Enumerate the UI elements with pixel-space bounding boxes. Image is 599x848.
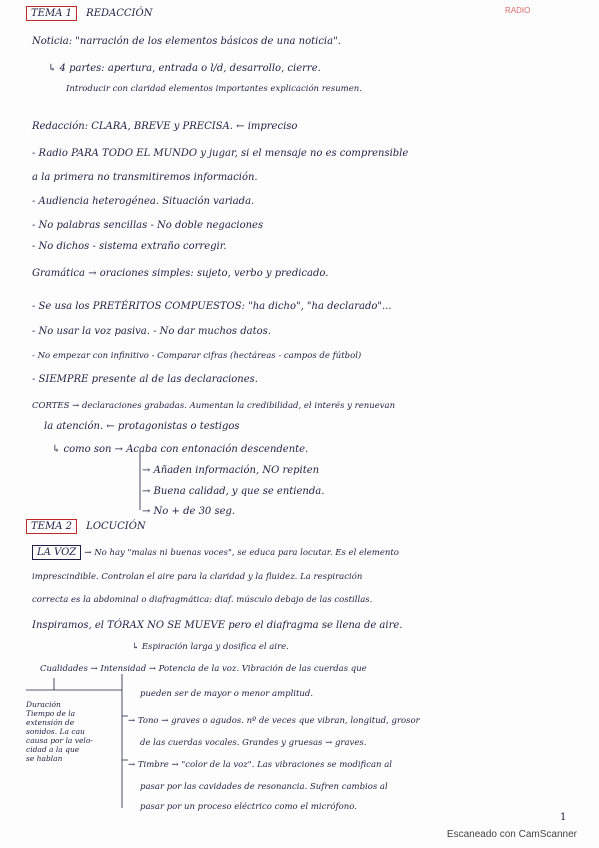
tema2-line: ↳ Espiración larga y dosifica el aire. <box>132 642 289 652</box>
camscanner-footer: Escaneado con CamScanner <box>446 829 577 840</box>
tema1-line: a la primera no transmitiremos información. <box>32 172 258 183</box>
tema2-line: de las cuerdas vocales. Grandes y gruesas → graves. <box>140 738 367 748</box>
tema1-line: - No usar la voz pasiva. - No dar muchos datos. <box>32 326 271 337</box>
tema1-line: → No + de 30 seg. <box>142 506 236 517</box>
tema1-title: REDACCIÓN <box>86 8 153 19</box>
side-note-line: Duración <box>26 700 61 709</box>
tema2-line: Cualidades → Intensidad → Potencia de la voz. Vibración de las cuerdas que <box>40 664 367 674</box>
side-note-line: extensión de <box>26 718 75 727</box>
tema1-line: - No empezar con infinitivo - Comparar cifras (hectáreas - campos de fútbol) <box>32 351 362 361</box>
tema1-line: - SIEMPRE presente al de las declaraciones. <box>32 374 258 385</box>
side-note-line: cidad a la que <box>26 745 80 754</box>
voz-box: LA VOZ <box>32 545 81 560</box>
side-note-line: sonidos. La cau <box>26 727 85 736</box>
tema1-line: → Buena calidad, y que se entienda. <box>142 486 325 497</box>
tema2-line: → Tono → graves o agudos. nº de veces que vibran, longitud, grosor <box>128 716 420 726</box>
tema1-line: - Radio PARA TODO EL MUNDO y jugar, si el mensaje no es comprensible <box>32 148 409 159</box>
tema1-line: Introducir con claridad elementos importantes explicación resumen. <box>66 84 362 94</box>
corner-mark: RADIO <box>505 6 531 15</box>
tema1-line: Noticia: "narración de los elementos básicos de una noticia". <box>32 36 341 47</box>
tema2-line: imprescindible. Controlan el aire para la claridad y la fluidez. La respiración <box>32 572 363 582</box>
tema1-line: Gramática → oraciones simples: sujeto, verbo y predicado. <box>32 268 329 279</box>
tema1-line: ↳ 4 partes: apertura, entrada o l/d, desarrollo, cierre. <box>48 63 321 74</box>
tema1-title-box: TEMA 1 <box>26 6 77 21</box>
tema1-line: - No palabras sencillas - No doble negaciones <box>32 220 264 231</box>
tema2-line: pueden ser de mayor o menor amplitud. <box>140 689 314 699</box>
tema1-line: - No dichos - sistema extraño corregir. <box>32 241 227 252</box>
tema1-line: → Añaden información, NO repiten <box>142 465 320 476</box>
tema2-title-box: TEMA 2 <box>26 519 77 534</box>
tema2-line: pasar por un proceso eléctrico como el micrófono. <box>140 802 357 812</box>
tema2-line: correcta es la abdominal o diafragmática: diaf. músculo debajo de las costillas. <box>32 595 373 605</box>
side-note-line: se hablan <box>26 754 63 763</box>
tema1-line: ↳ como son → Acaba con entonación descendente. <box>52 444 309 455</box>
tema1-line: CORTES → declaraciones grabadas. Aumentan la credibilidad, el interés y renuevan <box>32 401 396 411</box>
tema1-line: - Se usa los PRETÉRITOS COMPUESTOS: "ha dicho", "ha declarado"... <box>32 301 392 312</box>
side-note-line: Tiempo de la <box>26 709 76 718</box>
tema2-line: → No hay "malas ni buenas voces", se educa para locutar. Es el elemento <box>84 548 399 558</box>
tema2-line: → Timbre → "color de la voz". Las vibraciones se modifican al <box>128 760 393 770</box>
tema2-line: pasar por las cavidades de resonancia. Sufren cambios al <box>140 782 388 792</box>
tema1-line: la atención. ← protagonistas o testigos <box>44 421 240 432</box>
tema1-line: - Audiencia heterogénea. Situación variada. <box>32 196 255 207</box>
tema2-line: Inspiramos, el TÓRAX NO SE MUEVE pero el diafragma se llena de aire. <box>32 620 403 631</box>
tema2-title: LOCUCIÓN <box>86 521 146 532</box>
page-number: 1 <box>560 812 567 823</box>
side-note-line: causa por la velo- <box>26 736 93 745</box>
tema1-line: Redacción: CLARA, BREVE y PRECISA. ← impreciso <box>32 121 298 132</box>
